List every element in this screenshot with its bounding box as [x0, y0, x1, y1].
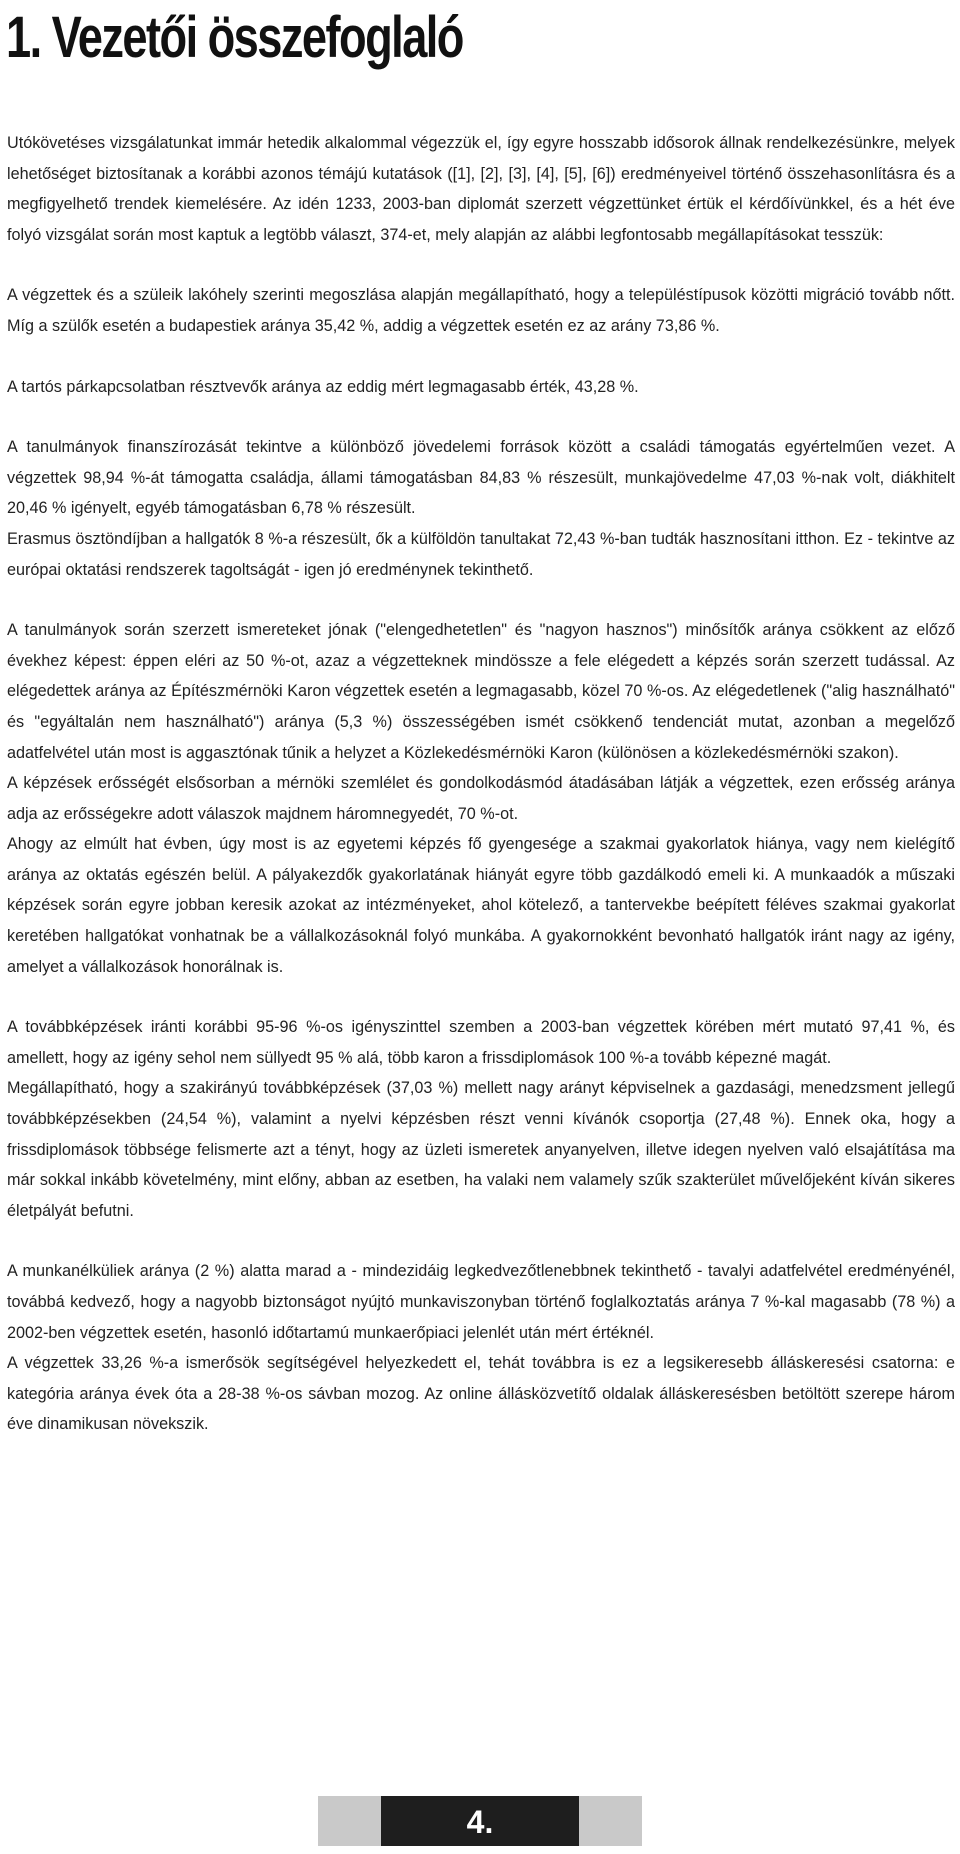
paragraph-training-types: Megállapítható, hogy a szakirányú továbbképzések (37,03 %) mellett nagy arányt képviselnek a gazdasági, menedzsment jellegű továbbképzésekben (24,54 %), valamint a nyelvi képzésben részt venni kívánók csoportja (27,48 %). Ennek oka, hogy a frissdiplomások többsége felismerte azt a tényt, hogy az üzleti ismeretek anyanyelven, illetve idegen nyelven való elsajátítása ma már sokkal inkább követelmény, mint előny, abban az esetben, ha valaki nem valamely szűk szakterület művelőjeként kíván sikeres életpályát befutni. — [7, 1079, 955, 1220]
paragraph-financing: A tanulmányok finanszírozását tekintve a különböző jövedelemi források között a családi támogatás egyértelműen vezet. A végzettek 98,94 %-át támogatta családja, állami támogatásban 84,83 % részesült, munkajövedelme 47,03 %-nak volt, diákhitelt 20,46 % igényelt, egyéb támogatásban 6,78 % részesült. — [7, 438, 955, 518]
document-body — [7, 128, 955, 1440]
paragraph-gap — [7, 402, 955, 432]
paragraph-further-training: A továbbképzések iránti korábbi 95-96 %-os igényszinttel szemben a 2003-ban végzettek körében mért mutató 97,41 %, és amellett, hogy az igény sehol nem süllyedt 95 % alá, több karon a frissdiplomások 100 %-a tovább képezné magát. — [7, 1018, 955, 1067]
paragraph-erasmus: Erasmus ösztöndíjban a hallgatók 8 %-a részesült, ők a külföldön tanultakat 72,43 %-ban tudták hasznosítani itthon. Ez - tekintve az európai oktatási rendszerek tagoltságát - igen jó eredménynek tekinthető. — [7, 529, 955, 579]
page-number: 4. — [466, 1804, 494, 1840]
paragraph-satisfaction: A tanulmányok során szerzett ismereteket jónak ("elengedhetetlen" és "nagyon hasznos") minősítők aránya csökkent az előző évekhez képest: éppen eléri az 50 %-ot, azaz a végzetteknek mindössze a fele elégedett a képzés során szerzett tudással. Az elégedettek aránya az Építészmérnöki Karon végzettek esetén a legmagasabb, közel 70 %-os. Az elégedetlenek ("alig használható" és "egyáltalán nem használható") aránya (5,3 %) összességében ismét csökkenő tendenciát mutat, azonban a megelőző adatfelvétel után most is aggasztónak tűnik a helyzet a Közlekedésmérnöki Karon (különösen a közlekedésmérnöki szakon). — [7, 621, 955, 762]
paragraph-relationship: A tartós párkapcsolatban résztvevők aránya az eddig mért legmagasabb érték, 43,28 %. — [7, 377, 639, 396]
paragraph-unemployment: A munkanélküliek aránya (2 %) alatta marad a - mindezidáig legkedvezőtlenebbnek tekinthető - tavalyi adatfelvétel eredményénél, továbbá kedvező, hogy a nagyobb biztonságot nyújtó munkaviszonyban történő foglalkoztatás aránya 7 %-kal magasabb (78 %) a 2002-ben végzettek esetén, hasonló időtartamú munkaerőpiaci jelenlét után mért értéknél. — [7, 1262, 955, 1342]
paragraph-migration: A végzettek és a szüleik lakóhely szerinti megoszlása alapján megállapítható, hogy a településtípusok közötti migráció tovább nőtt. Míg a szülők esetén a budapestiek aránya 35,42 %, addig a végzettek esetén ez az arány 73,86 %. — [7, 286, 955, 335]
paragraph-gap — [7, 982, 955, 1012]
paragraph-gap — [7, 250, 955, 280]
paragraph-intro: Utókövetéses vizsgálatunkat immár hetedik alkalommal végezzük el, így egyre hosszabb idősorok állnak rendelkezésünkre, melyek lehetőséget biztosítanak a korábbi azonos témájú kutatások ([1], [2], [3], [4], [5], [6]) eredményeivel történő összehasonlításra és a megfigyelhető trendek kiemelésére. Az idén 1233, 2003-ban diplomát szerzett végzettünket értük el kérdőívünkkel, és a hét éve folyó vizsgálat során most kaptuk a legtöbb választ, 374-et, mely alapján az alábbi legfontosabb megállapításokat tesszük: — [7, 134, 955, 244]
page-title: 1. Vezetői összefoglaló — [6, 5, 463, 70]
paragraph-gap — [7, 585, 955, 615]
paragraph-gap — [7, 342, 955, 372]
paragraph-job-search: A végzettek 33,26 %-a ismerősök segítségével helyezkedett el, tehát továbbra is ez a legsikeresebb álláskeresési csatorna: e kategória aránya évek óta a 28-38 %-os sávban mozog. Az online állásközvetítő oldalak álláskeresésben betöltött szerepe három éve dinamikusan növekszik. — [7, 1354, 955, 1434]
paragraph-strengths: A képzések erősségét elsősorban a mérnöki szemlélet és gondolkodásmód átadásában látják a végzettek, ezen erősség aránya adja az erősségekre adott válaszok majdnem háromnegyedét, 70 %-ot. — [7, 774, 955, 823]
paragraph-weaknesses: Ahogy az elmúlt hat évben, úgy most is az egyetemi képzés fő gyengesége a szakmai gyakorlatok hiánya, vagy nem kielégítő aránya az oktatás egészén belül. A pályakezdők gyakorlatának hiányát egyre több gazdálkodó emeli ki. A munkaadók a műszaki képzések során egyre jobban keresik azokat az intézményeket, ahol kötelező, a tantervekbe beépített féléves szakmai gyakorlat keretében hallgatókat vonhatnak be a vállalkozásoknál folyó munkába. A gyakornokként bevonható hallgatók iránt nagy az igény, amelyet a vállalkozások honorálnak is. — [7, 835, 955, 976]
paragraph-gap — [7, 1226, 955, 1256]
